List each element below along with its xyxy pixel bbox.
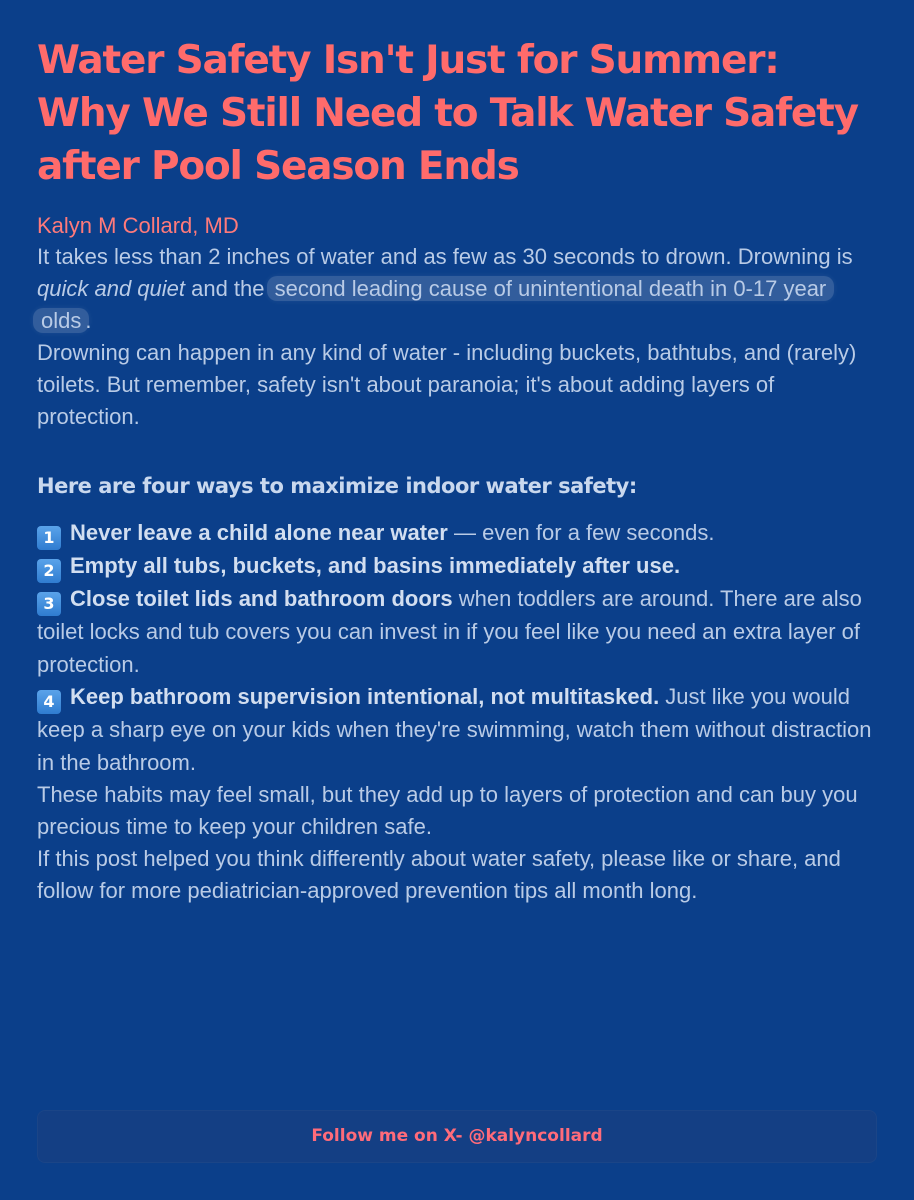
- share-paragraph: If this post helped you think differently about water safety, please like or share, and follow for more pediatrician-approved prevention tips all month long.: [37, 846, 841, 903]
- intro-highlight: second leading cause of unintentional death in 0-17 year olds: [33, 276, 834, 333]
- keycap-1-icon: 1: [37, 526, 61, 550]
- intro-emphasis: quick and quiet: [37, 276, 185, 301]
- habits-paragraph: These habits may feel small, but they add up to layers of protection and can buy you precious time to keep your children safe.: [37, 782, 858, 839]
- intro-text-start: It takes less than 2 inches of water and as few as 30 seconds to drown. Drowning is: [37, 244, 853, 269]
- intro-paragraph: [37, 241, 877, 337]
- tip-2-bold: Empty all tubs, buckets, and basins immediately after use.: [70, 553, 681, 578]
- tip-1-text: — even for a few seconds.: [447, 520, 715, 545]
- tip-item-1: [37, 517, 877, 550]
- keycap-2-icon: 2: [37, 559, 61, 583]
- tip-item-2: [37, 550, 877, 583]
- tips-heading: Here are four ways to maximize indoor water safety:: [37, 474, 637, 498]
- tip-item-3: [37, 583, 877, 681]
- tip-1-bold: Never leave a child alone near water: [70, 520, 448, 545]
- drowning-paragraph: Drowning can happen in any kind of water - including buckets, bathtubs, and (rarely) toilets. But remember, safety isn't about paranoia; it's about adding layers of protection.: [37, 340, 857, 429]
- tip-4-text: Just like you would keep a sharp eye on your kids when they're swimming, watch them without distraction in the bathroom.: [37, 684, 872, 775]
- keycap-4-icon: 4: [37, 690, 61, 714]
- intro-text-middle: and the: [185, 276, 271, 301]
- article-title: Water Safety Isn't Just for Summer: Why We Still Need to Talk Water Safety after Pool Season Ends: [37, 38, 858, 189]
- tip-3-bold: Close toilet lids and bathroom doors: [70, 586, 453, 611]
- keycap-3-icon: 3: [37, 592, 61, 616]
- tip-4-bold: Keep bathroom supervision intentional, not multitasked.: [70, 684, 660, 709]
- tip-3-text: when toddlers are around. There are also toilet locks and tub covers you can invest in if you feel like you need an extra layer of protection.: [37, 586, 862, 677]
- article-author: Kalyn M Collard, MD: [37, 213, 239, 238]
- tip-item-4: [37, 681, 877, 779]
- tips-list: [37, 517, 877, 779]
- follow-on-x-link[interactable]: Follow me on X- @kalyncollard: [37, 1110, 877, 1163]
- intro-text-end: .: [85, 308, 92, 333]
